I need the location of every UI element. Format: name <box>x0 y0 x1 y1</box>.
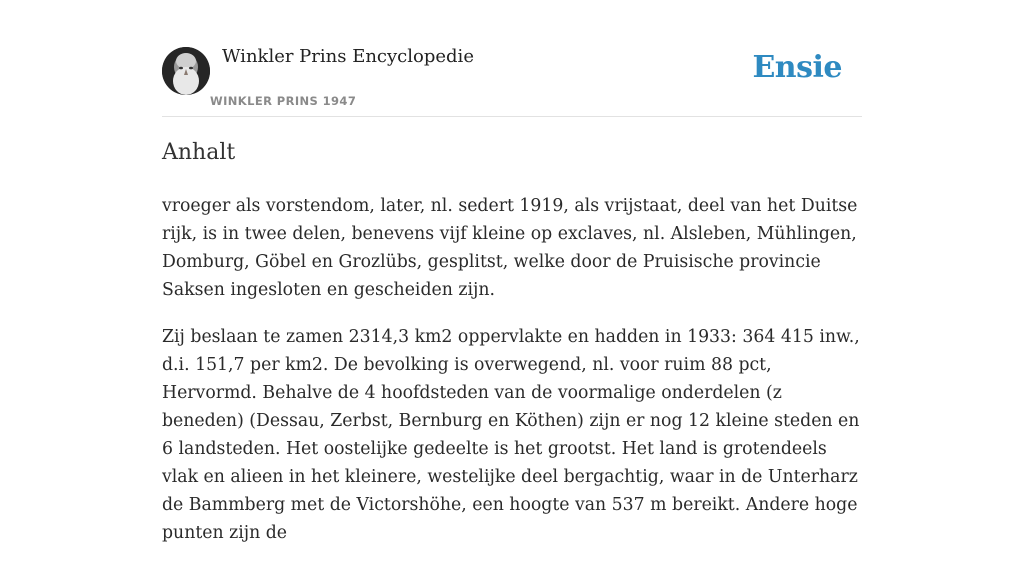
encyclopedia-edition-label: WINKLER PRINS 1947 <box>210 94 357 108</box>
page <box>162 0 862 543</box>
site-title[interactable]: Winkler Prins Encyclopedie <box>222 46 474 67</box>
article-body <box>162 192 864 566</box>
article-paragraph: Zij beslaan te zamen 2314,3 km2 oppervlakte en hadden in 1933: 364 415 inw., d.i. 151,7 per km2. De bevolking is overwegend, nl. voor ruim 88 pct, Hervormd. Behalve de 4 hoofdsteden van de voormalige onderdelen (z beneden) (Dessau, Zerbst, Bernburg en Köthen) zijn er nog 12 kleine steden en 6 landsteden. Het oostelijke gedeelte is het grootst. Het land is grotendeels vlak en alieen in het kleinere, westelijke deel bergachtig, waar in de Unterharz de Bammberg met de Victorshöhe, een hoogte van 537 m bereikt. Andere hoge punten zijn de <box>162 327 860 543</box>
ensie-logo-link[interactable]: Ensie <box>752 50 842 85</box>
site-header <box>162 0 862 117</box>
article-paragraph: vroeger als vorstendom, later, nl. sedert 1919, als vrijstaat, deel van het Duitse rijk, is in twee delen, benevens vijf kleine op exclaves, nl. Alsleben, Mühlingen, Domburg, Göbel en Grozlübs, gesplitst, welke door de Pruisische provincie Saksen ingesloten en gescheiden zijn. <box>162 196 858 300</box>
article-title: Anhalt <box>162 140 236 165</box>
author-avatar-icon[interactable] <box>162 47 210 95</box>
